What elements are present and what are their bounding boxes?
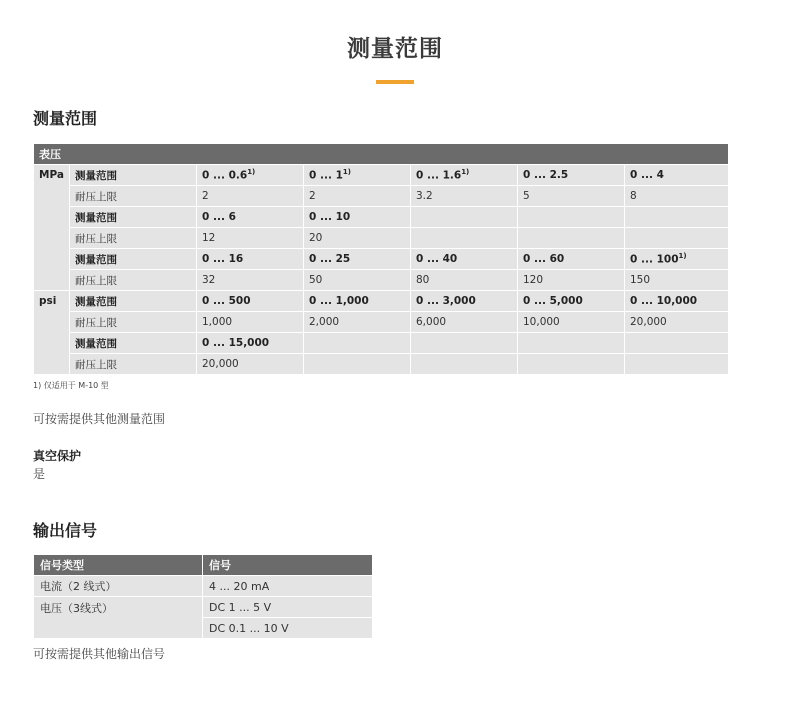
overload-label: 耐压上限 (70, 354, 197, 375)
range-table (33, 143, 729, 375)
limit-cell: 8 (625, 186, 729, 207)
range-note: 可按需提供其他测量范围 (33, 412, 166, 426)
range-label: 测量范围 (70, 333, 197, 354)
empty-cell (625, 228, 729, 249)
gauge-pressure-header: 表压 (34, 144, 729, 165)
page-title: 测量范围 (347, 36, 443, 62)
range-label: 测量范围 (70, 249, 197, 270)
table-row (34, 312, 729, 333)
limit-cell: 80 (411, 270, 518, 291)
table-row (34, 249, 729, 270)
limit-cell: 3.2 (411, 186, 518, 207)
range-label: 测量范围 (70, 165, 197, 186)
empty-cell (411, 207, 518, 228)
limit-cell: 6,000 (411, 312, 518, 333)
signal-type-header: 信号类型 (34, 555, 203, 576)
table-row (34, 186, 729, 207)
empty-cell (518, 333, 625, 354)
limit-cell: 1,000 (197, 312, 304, 333)
range-cell: 0 ... 1$^{1)}$ (304, 165, 411, 186)
vacuum-label: 真空保护 (33, 449, 82, 463)
footnote: 1) 仅适用于 M-10 型 (33, 381, 109, 390)
signal-cell: DC 0.1 ... 10 V (203, 618, 373, 639)
limit-cell: 5 (518, 186, 625, 207)
signal-note: 可按需提供其他输出信号 (33, 647, 166, 661)
table-row (34, 207, 729, 228)
table-row (34, 228, 729, 249)
range-table-header (34, 144, 729, 165)
range-cell: 0 ... 3,000 (411, 291, 518, 312)
vacuum-value: 是 (33, 467, 46, 481)
range-cell: 0 ... 15,000 (197, 333, 304, 354)
limit-cell: 2 (304, 186, 411, 207)
range-label: 测量范围 (70, 291, 197, 312)
range-cell: 0 ... 0.6$^{1)}$ (197, 165, 304, 186)
empty-cell (304, 354, 411, 375)
limit-cell: 32 (197, 270, 304, 291)
range-cell: 0 ... 1,000 (304, 291, 411, 312)
signal-cell: DC 1 ... 5 V (203, 597, 373, 618)
empty-cell (625, 354, 729, 375)
limit-cell: 20,000 (197, 354, 304, 375)
table-row (34, 597, 373, 618)
range-cell: 0 ... 2.5 (518, 165, 625, 186)
range-cell: 0 ... 5,000 (518, 291, 625, 312)
table-row (34, 270, 729, 291)
range-cell: 0 ... 6 (197, 207, 304, 228)
title-underline (376, 80, 414, 84)
empty-cell (411, 333, 518, 354)
table-row (34, 333, 729, 354)
range-cell: 0 ... 60 (518, 249, 625, 270)
signal-table (33, 554, 373, 639)
signal-type-cell: 电流（2 线式） (34, 576, 203, 597)
limit-cell: 20 (304, 228, 411, 249)
limit-cell: 10,000 (518, 312, 625, 333)
range-label: 测量范围 (70, 207, 197, 228)
empty-cell (518, 354, 625, 375)
range-cell: 0 ... 16 (197, 249, 304, 270)
range-cell: 0 ... 100$^{1)}$ (625, 249, 729, 270)
overload-label: 耐压上限 (70, 228, 197, 249)
limit-cell: 2 (197, 186, 304, 207)
table-row (34, 354, 729, 375)
range-cell: 0 ... 10,000 (625, 291, 729, 312)
table-row (34, 165, 729, 186)
unit-psi: psi (34, 291, 70, 375)
table-row (34, 291, 729, 312)
limit-cell: 150 (625, 270, 729, 291)
empty-cell (411, 354, 518, 375)
overload-label: 耐压上限 (70, 270, 197, 291)
unit-mpa: MPa (34, 165, 70, 291)
empty-cell (518, 228, 625, 249)
signal-header: 信号 (203, 555, 373, 576)
range-cell: 0 ... 1.6$^{1)}$ (411, 165, 518, 186)
signal-type-cell: 电压（3线式） (34, 597, 203, 639)
range-section-heading: 测量范围 (33, 109, 98, 128)
signal-table-header (34, 555, 373, 576)
range-cell: 0 ... 40 (411, 249, 518, 270)
range-cell: 0 ... 25 (304, 249, 411, 270)
empty-cell (411, 228, 518, 249)
signal-cell: 4 ... 20 mA (203, 576, 373, 597)
range-cell: 0 ... 4 (625, 165, 729, 186)
limit-cell: 120 (518, 270, 625, 291)
limit-cell: 20,000 (625, 312, 729, 333)
limit-cell: 50 (304, 270, 411, 291)
table-row (34, 576, 373, 597)
range-cell: 0 ... 10 (304, 207, 411, 228)
empty-cell (625, 333, 729, 354)
limit-cell: 12 (197, 228, 304, 249)
overload-label: 耐压上限 (70, 186, 197, 207)
empty-cell (625, 207, 729, 228)
empty-cell (518, 207, 625, 228)
range-cell: 0 ... 500 (197, 291, 304, 312)
empty-cell (304, 333, 411, 354)
limit-cell: 2,000 (304, 312, 411, 333)
signal-section-heading: 输出信号 (33, 521, 98, 540)
overload-label: 耐压上限 (70, 312, 197, 333)
